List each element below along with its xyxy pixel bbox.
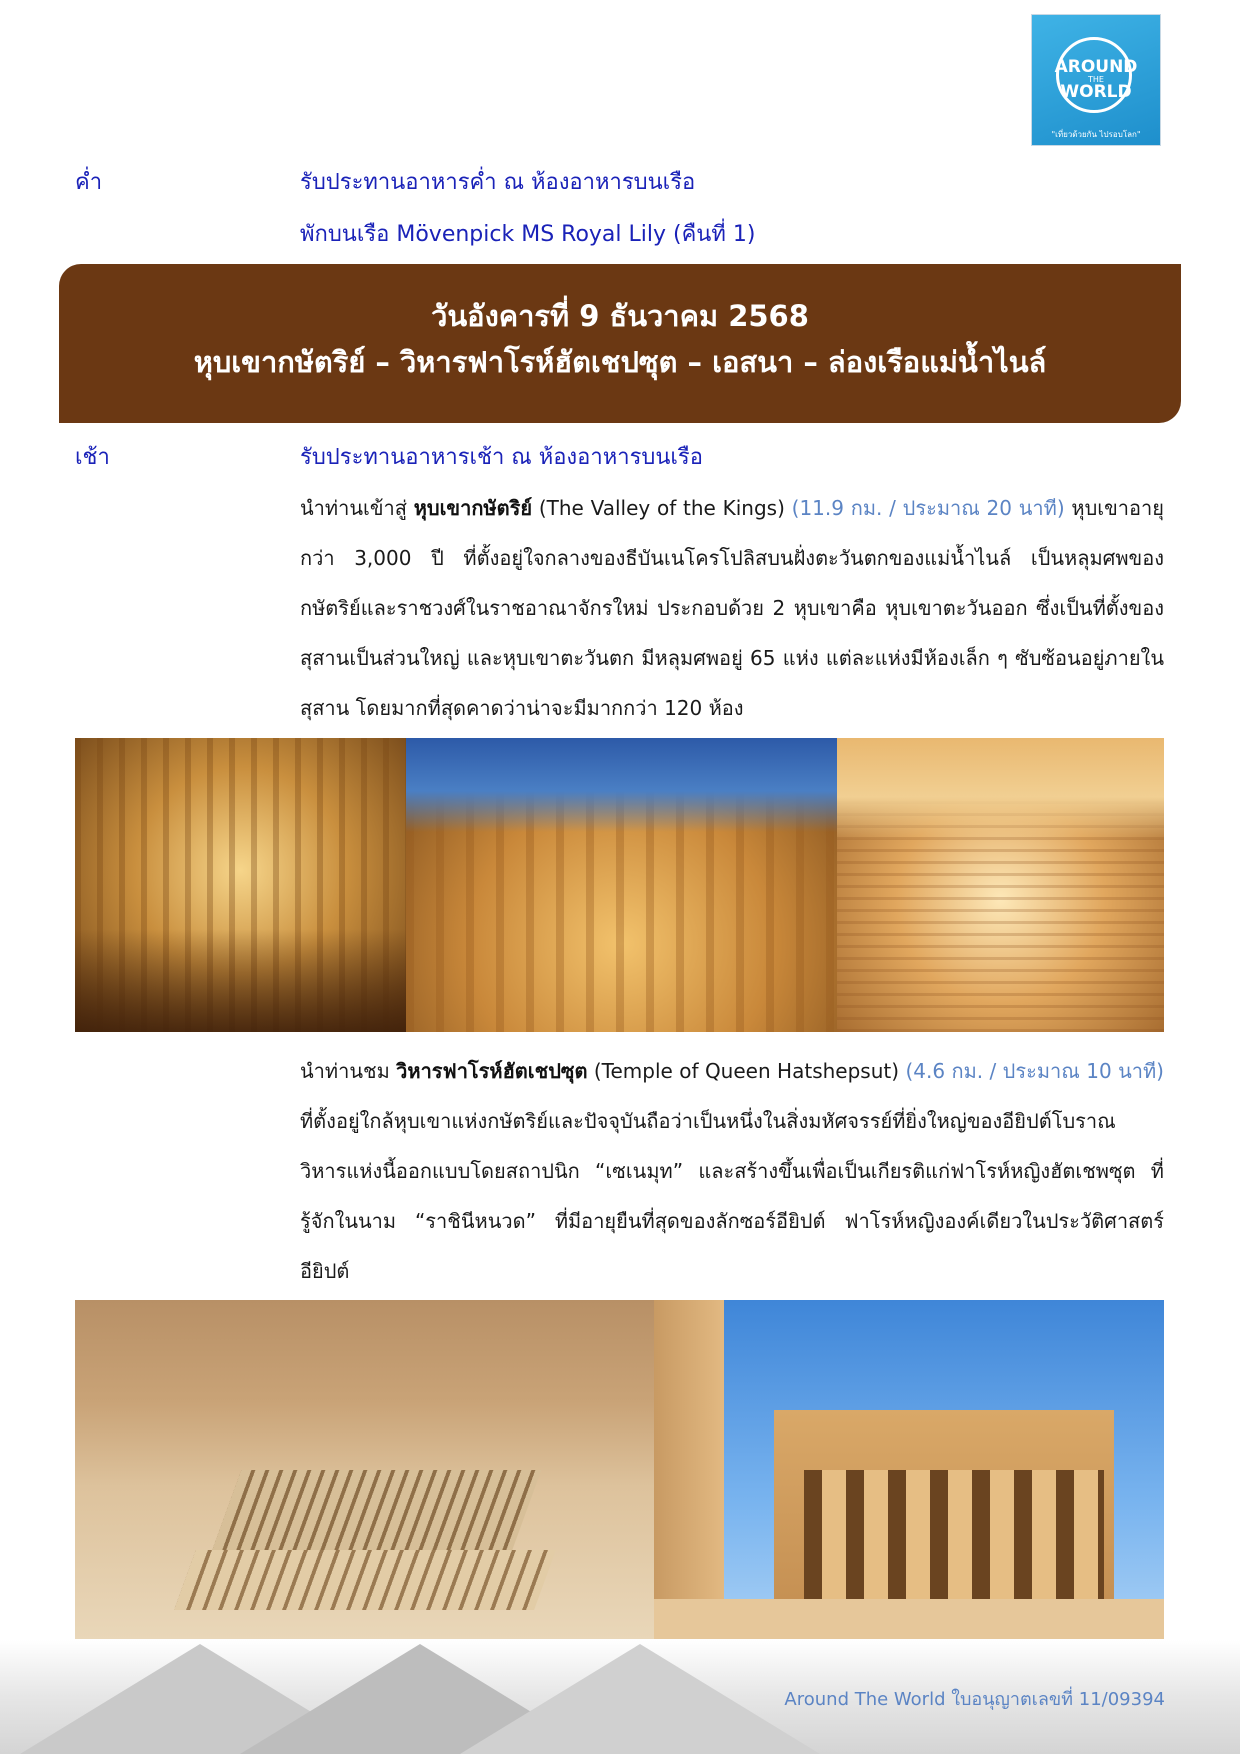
logo-text-the: THE <box>1088 75 1104 84</box>
day-route: หุบเขากษัตริย์ – วิหารฟาโรห์ฮัตเชปซุต – เอสนา – ล่องเรือแม่น้ำไนล์ <box>193 345 1047 379</box>
logo-text-around: AROUND <box>1054 57 1138 77</box>
hotel-text: พักบนเรือ Mövenpick MS Royal Lily (คืนที่ 1) <box>300 222 756 247</box>
breakfast-text: รับประทานอาหารเช้า ณ ห้องอาหารบนเรือ <box>300 445 703 470</box>
valley-tomb-photo-2 <box>406 738 837 1032</box>
valley-name: หุบเขากษัตริย์ <box>413 496 533 520</box>
valley-distance: (11.9 กม. / ประมาณ 20 นาที) <box>784 496 1065 520</box>
valley-intro: นำท่านเข้าสู่ <box>300 496 414 520</box>
egyptian-temple-columns-photo <box>654 1300 1164 1639</box>
day-date: วันอังคารที่ 9 ธันวาคม 2568 <box>431 299 809 333</box>
temple-intro: นำท่านชม <box>300 1059 397 1083</box>
temple-name: วิหารฟาโรห์ฮัตเชปซุต <box>396 1059 588 1083</box>
breakfast-label: เช้า <box>75 445 110 470</box>
valley-name-en: (The Valley of the Kings) <box>532 496 785 520</box>
valley-tomb-photo-3 <box>837 738 1164 1032</box>
dinner-text: รับประทานอาหารค่ำ ณ ห้องอาหารบนเรือ <box>300 170 696 195</box>
valley-paragraph <box>300 483 1164 733</box>
day-header-banner <box>59 264 1181 423</box>
temple-name-en: (Temple of Queen Hatshepsut) <box>587 1059 900 1083</box>
temple-body: ที่ตั้งอยู่ใกล้หุบเขาแห่งกษัตริย์และปัจจุบันถือว่าเป็นหนึ่งในสิ่งมหัศจรรย์ที่ยิ่งใหญ่ของอียิปต์โบราณ วิหารแห่งนี้ออกแบบโดยสถาปนิก “เซเนมุท” และสร้างขึ้นเพื่อเป็นเกียรติแก่ฟาโรห์หญิงฮัตเชพซุต ที่รู้จักในนาม “ราชินีหนวด” ที่มีอายุยืนที่สุดของลักซอร์อียิปต์ ฟาโรห์หญิงองค์เดียวในประวัติศาสตร์อียิปต์ <box>300 1109 1164 1283</box>
valley-body: หุบเขาอายุกว่า 3,000 ปี ที่ตั้งอยู่ใจกลางของธีบันเนโครโปลิสบนฝั่งตะวันตกของแม่น้ำไนล์ เป็นหลุมศพของกษัตริย์และราชวงศ์ในราชอาณาจักรใหม่ ประกอบด้วย 2 หุบเขาคือ หุบเขาตะวันออก ซึ่งเป็นที่ตั้งของสุสานเป็นส่วนใหญ่ และหุบเขาตะวันตก มีหลุมศพอยู่ 65 แห่ง แต่ละแห่งมีห้องเล็ก ๆ ซับซ้อนอยู่ภายในสุสาน โดยมากที่สุดคาดว่าน่าจะมีมากกว่า 120 ห้อง <box>300 496 1164 720</box>
footer-license: Around The World ใบอนุญาตเลขที่ 11/09394 <box>784 1689 1165 1710</box>
logo-tagline: "เที่ยวด้วยกัน ไปรอบโลก" <box>1051 130 1141 139</box>
valley-tomb-photo-1 <box>75 738 406 1032</box>
hatshepsut-temple-photo <box>75 1300 654 1639</box>
temple-distance: (4.6 กม. / ประมาณ 10 นาที) <box>899 1059 1164 1083</box>
temple-paragraph <box>300 1046 1164 1296</box>
logo-text-world: WORLD <box>1060 82 1132 102</box>
dinner-label: ค่ำ <box>75 170 103 195</box>
company-logo <box>1032 15 1160 145</box>
